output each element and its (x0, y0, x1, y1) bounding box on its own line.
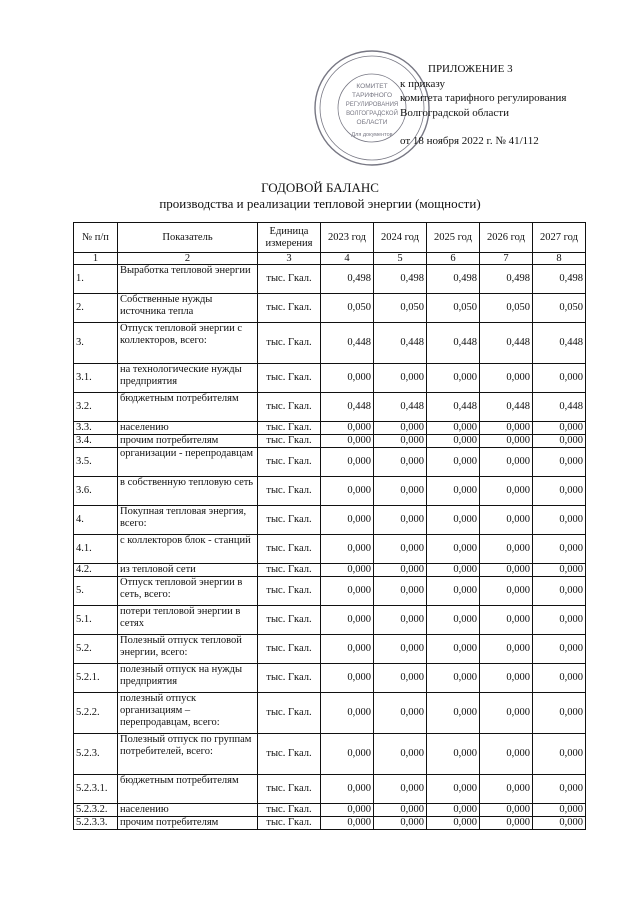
row-value: 0,000 (427, 693, 480, 734)
row-value: 0,000 (427, 775, 480, 804)
row-value: 0,448 (321, 323, 374, 364)
svg-text:РЕГУЛИРОВАНИЯ: РЕГУЛИРОВАНИЯ (345, 102, 399, 108)
table-row (74, 775, 586, 804)
row-indicator: Покупная тепловая энергия, всего: (118, 506, 258, 535)
row-value: 0,000 (533, 734, 586, 775)
row-value: 0,000 (427, 535, 480, 564)
row-indicator: бюджетным потребителям (118, 775, 258, 804)
row-unit: тыс. Гкал. (258, 693, 321, 734)
row-unit: тыс. Гкал. (258, 477, 321, 506)
row-value: 0,000 (374, 448, 427, 477)
table-row (74, 506, 586, 535)
document-title: ГОДОВОЙ БАЛАНС (261, 180, 379, 195)
table-row (74, 448, 586, 477)
row-value: 0,000 (533, 506, 586, 535)
row-value: 0,000 (480, 775, 533, 804)
row-value: 0,000 (374, 775, 427, 804)
row-value: 0,050 (321, 294, 374, 323)
table-row (74, 564, 586, 577)
row-value: 0,000 (374, 817, 427, 830)
table-row (74, 606, 586, 635)
header-unit: Единица измерения (258, 223, 321, 253)
column-index: 7 (480, 253, 533, 265)
row-value: 0,000 (374, 577, 427, 606)
row-unit: тыс. Гкал. (258, 804, 321, 817)
row-number: 2. (74, 294, 118, 323)
table-row (74, 693, 586, 734)
column-index: 4 (321, 253, 374, 265)
row-value: 0,000 (480, 477, 533, 506)
balance-table (73, 222, 586, 830)
svg-text:КОМИТЕТ: КОМИТЕТ (356, 83, 388, 90)
row-value: 0,000 (321, 435, 374, 448)
row-value: 0,000 (533, 804, 586, 817)
table-row (74, 535, 586, 564)
row-indicator: организации - перепродавцам (118, 448, 258, 477)
row-value: 0,000 (480, 693, 533, 734)
row-value: 0,000 (480, 364, 533, 393)
row-value: 0,000 (321, 364, 374, 393)
row-unit: тыс. Гкал. (258, 577, 321, 606)
row-value: 0,000 (427, 635, 480, 664)
row-indicator: в собственную тепловую сеть (118, 477, 258, 506)
row-number: 3.5. (74, 448, 118, 477)
row-value: 0,000 (321, 693, 374, 734)
row-value: 0,000 (533, 817, 586, 830)
row-value: 0,000 (533, 477, 586, 506)
table-row (74, 664, 586, 693)
row-value: 0,448 (533, 323, 586, 364)
row-value: 0,000 (427, 506, 480, 535)
row-value: 0,000 (480, 664, 533, 693)
column-index: 3 (258, 253, 321, 265)
row-value: 0,000 (321, 606, 374, 635)
row-value: 0,000 (374, 535, 427, 564)
row-value: 0,050 (480, 294, 533, 323)
row-value: 0,000 (374, 422, 427, 435)
table-row (74, 323, 586, 364)
row-unit: тыс. Гкал. (258, 635, 321, 664)
row-number: 3.1. (74, 364, 118, 393)
row-indicator: Отпуск тепловой энергии с коллекторов, всего: (118, 323, 258, 364)
row-indicator: населению (118, 804, 258, 817)
header-year: 2024 год (374, 223, 427, 253)
row-value: 0,000 (374, 606, 427, 635)
row-indicator: из тепловой сети (118, 564, 258, 577)
row-value: 0,000 (480, 635, 533, 664)
row-value: 0,000 (533, 364, 586, 393)
row-value: 0,448 (480, 393, 533, 422)
row-value: 0,000 (374, 477, 427, 506)
row-value: 0,498 (533, 265, 586, 294)
row-unit: тыс. Гкал. (258, 775, 321, 804)
header-year: 2026 год (480, 223, 533, 253)
row-value: 0,000 (533, 635, 586, 664)
row-unit: тыс. Гкал. (258, 448, 321, 477)
row-value: 0,000 (374, 635, 427, 664)
table-row (74, 435, 586, 448)
row-number: 4.2. (74, 564, 118, 577)
row-value: 0,000 (427, 422, 480, 435)
row-value: 0,000 (533, 535, 586, 564)
table-header-row (74, 223, 586, 253)
row-value: 0,000 (480, 577, 533, 606)
row-value: 0,050 (533, 294, 586, 323)
table-row (74, 635, 586, 664)
row-indicator: Полезный отпуск по группам потребителей, всего: (118, 734, 258, 775)
row-value: 0,000 (374, 364, 427, 393)
row-value: 0,448 (427, 323, 480, 364)
row-value: 0,000 (321, 635, 374, 664)
svg-text:ОБЛАСТИ: ОБЛАСТИ (356, 119, 388, 126)
table-row (74, 265, 586, 294)
row-value: 0,498 (480, 265, 533, 294)
row-unit: тыс. Гкал. (258, 265, 321, 294)
column-index-row (74, 253, 586, 265)
row-number: 5.2.1. (74, 664, 118, 693)
row-value: 0,000 (321, 477, 374, 506)
row-value: 0,000 (533, 775, 586, 804)
row-value: 0,000 (374, 506, 427, 535)
row-value: 0,000 (427, 435, 480, 448)
row-value: 0,000 (374, 664, 427, 693)
row-value: 0,000 (321, 804, 374, 817)
row-number: 1. (74, 265, 118, 294)
table-row (74, 477, 586, 506)
row-value: 0,050 (427, 294, 480, 323)
row-value: 0,448 (480, 323, 533, 364)
row-value: 0,000 (533, 664, 586, 693)
row-value: 0,000 (374, 564, 427, 577)
row-value: 0,000 (321, 577, 374, 606)
row-value: 0,000 (480, 817, 533, 830)
row-value: 0,000 (480, 606, 533, 635)
column-index: 8 (533, 253, 586, 265)
row-value: 0,000 (321, 448, 374, 477)
row-number: 3.4. (74, 435, 118, 448)
row-value: 0,000 (480, 435, 533, 448)
row-value: 0,000 (374, 435, 427, 448)
row-unit: тыс. Гкал. (258, 364, 321, 393)
row-value: 0,000 (480, 422, 533, 435)
row-unit: тыс. Гкал. (258, 323, 321, 364)
row-unit: тыс. Гкал. (258, 564, 321, 577)
row-number: 3. (74, 323, 118, 364)
row-value: 0,000 (480, 448, 533, 477)
row-value: 0,000 (480, 804, 533, 817)
row-value: 0,498 (321, 265, 374, 294)
row-unit: тыс. Гкал. (258, 606, 321, 635)
row-indicator: бюджетным потребителям (118, 393, 258, 422)
row-value: 0,000 (374, 804, 427, 817)
row-indicator: Выработка тепловой энергии (118, 265, 258, 294)
row-indicator: с коллекторов блок - станций (118, 535, 258, 564)
row-value: 0,000 (533, 577, 586, 606)
row-value: 0,448 (321, 393, 374, 422)
row-value: 0,000 (427, 804, 480, 817)
row-unit: тыс. Гкал. (258, 817, 321, 830)
header-year: 2025 год (427, 223, 480, 253)
row-value: 0,000 (427, 817, 480, 830)
row-indicator: Полезный отпуск тепловой энергии, всего: (118, 635, 258, 664)
row-value: 0,498 (427, 265, 480, 294)
row-value: 0,000 (480, 734, 533, 775)
row-number: 5.2.2. (74, 693, 118, 734)
header-year: 2027 год (533, 223, 586, 253)
row-unit: тыс. Гкал. (258, 393, 321, 422)
row-value: 0,498 (374, 265, 427, 294)
row-indicator: прочим потребителям (118, 817, 258, 830)
row-value: 0,000 (374, 693, 427, 734)
row-value: 0,000 (321, 817, 374, 830)
row-unit: тыс. Гкал. (258, 435, 321, 448)
row-value: 0,000 (427, 577, 480, 606)
row-number: 5. (74, 577, 118, 606)
row-value: 0,000 (533, 422, 586, 435)
header-year: 2023 год (321, 223, 374, 253)
table-row (74, 734, 586, 775)
table-row (74, 294, 586, 323)
column-index: 5 (374, 253, 427, 265)
row-number: 4. (74, 506, 118, 535)
row-unit: тыс. Гкал. (258, 294, 321, 323)
document-subtitle: производства и реализации тепловой энергии (мощности) (159, 196, 481, 211)
row-number: 3.6. (74, 477, 118, 506)
row-value: 0,000 (480, 506, 533, 535)
row-unit: тыс. Гкал. (258, 734, 321, 775)
row-number: 5.2.3.1. (74, 775, 118, 804)
row-unit: тыс. Гкал. (258, 422, 321, 435)
row-indicator: населению (118, 422, 258, 435)
appendix-header (400, 62, 635, 149)
row-value: 0,000 (321, 564, 374, 577)
row-indicator: на технологические нужды предприятия (118, 364, 258, 393)
row-indicator: Собственные нужды источника тепла (118, 294, 258, 323)
order-line-2: комитета тарифного регулирования (400, 92, 567, 104)
row-indicator: потери тепловой энергии в сетях (118, 606, 258, 635)
row-value: 0,000 (533, 693, 586, 734)
row-number: 3.3. (74, 422, 118, 435)
row-value: 0,000 (427, 477, 480, 506)
row-value: 0,000 (427, 564, 480, 577)
order-line-1: к приказу (400, 77, 446, 90)
row-indicator: Отпуск тепловой энергии в сеть, всего: (118, 577, 258, 606)
table-row (74, 393, 586, 422)
order-line-3: Волгоградской области (400, 106, 509, 119)
row-value: 0,000 (427, 606, 480, 635)
row-value: 0,000 (480, 564, 533, 577)
table-row (74, 422, 586, 435)
row-value: 0,050 (374, 294, 427, 323)
row-value: 0,000 (374, 734, 427, 775)
row-number: 5.1. (74, 606, 118, 635)
row-value: 0,000 (533, 564, 586, 577)
row-number: 5.2. (74, 635, 118, 664)
row-value: 0,000 (533, 606, 586, 635)
appendix-label: ПРИЛОЖЕНИЕ 3 (428, 63, 513, 75)
svg-text:Для документов: Для документов (351, 132, 393, 138)
svg-text:ТАРИФНОГО: ТАРИФНОГО (352, 92, 392, 99)
order-date: от 18 ноября 2022 г. № 41/112 (400, 135, 539, 147)
row-value: 0,448 (427, 393, 480, 422)
row-indicator: прочим потребителям (118, 435, 258, 448)
row-value: 0,448 (533, 393, 586, 422)
column-index: 2 (118, 253, 258, 265)
table-row (74, 817, 586, 830)
row-number: 5.2.3. (74, 734, 118, 775)
row-value: 0,000 (321, 506, 374, 535)
row-value: 0,000 (321, 664, 374, 693)
row-value: 0,000 (427, 448, 480, 477)
column-index: 1 (74, 253, 118, 265)
row-value: 0,000 (480, 535, 533, 564)
column-index: 6 (427, 253, 480, 265)
row-value: 0,000 (533, 435, 586, 448)
row-unit: тыс. Гкал. (258, 664, 321, 693)
row-indicator: полезный отпуск на нужды предприятия (118, 664, 258, 693)
row-value: 0,000 (533, 448, 586, 477)
row-number: 5.2.3.3. (74, 817, 118, 830)
row-value: 0,000 (321, 535, 374, 564)
row-unit: тыс. Гкал. (258, 535, 321, 564)
row-number: 4.1. (74, 535, 118, 564)
row-value: 0,000 (427, 364, 480, 393)
row-value: 0,000 (321, 422, 374, 435)
header-num: № п/п (74, 223, 118, 253)
svg-text:ВОЛГОГРАДСКОЙ: ВОЛГОГРАДСКОЙ (346, 111, 398, 117)
row-value: 0,000 (427, 734, 480, 775)
header-indicator: Показатель (118, 223, 258, 253)
row-value: 0,448 (374, 393, 427, 422)
row-number: 3.2. (74, 393, 118, 422)
row-number: 5.2.3.2. (74, 804, 118, 817)
row-value: 0,000 (321, 734, 374, 775)
table-row (74, 364, 586, 393)
row-unit: тыс. Гкал. (258, 506, 321, 535)
row-value: 0,000 (321, 775, 374, 804)
table-row (74, 577, 586, 606)
row-value: 0,000 (427, 664, 480, 693)
row-indicator: полезный отпуск организациям – перепродавцам, всего: (118, 693, 258, 734)
table-row (74, 804, 586, 817)
row-value: 0,448 (374, 323, 427, 364)
